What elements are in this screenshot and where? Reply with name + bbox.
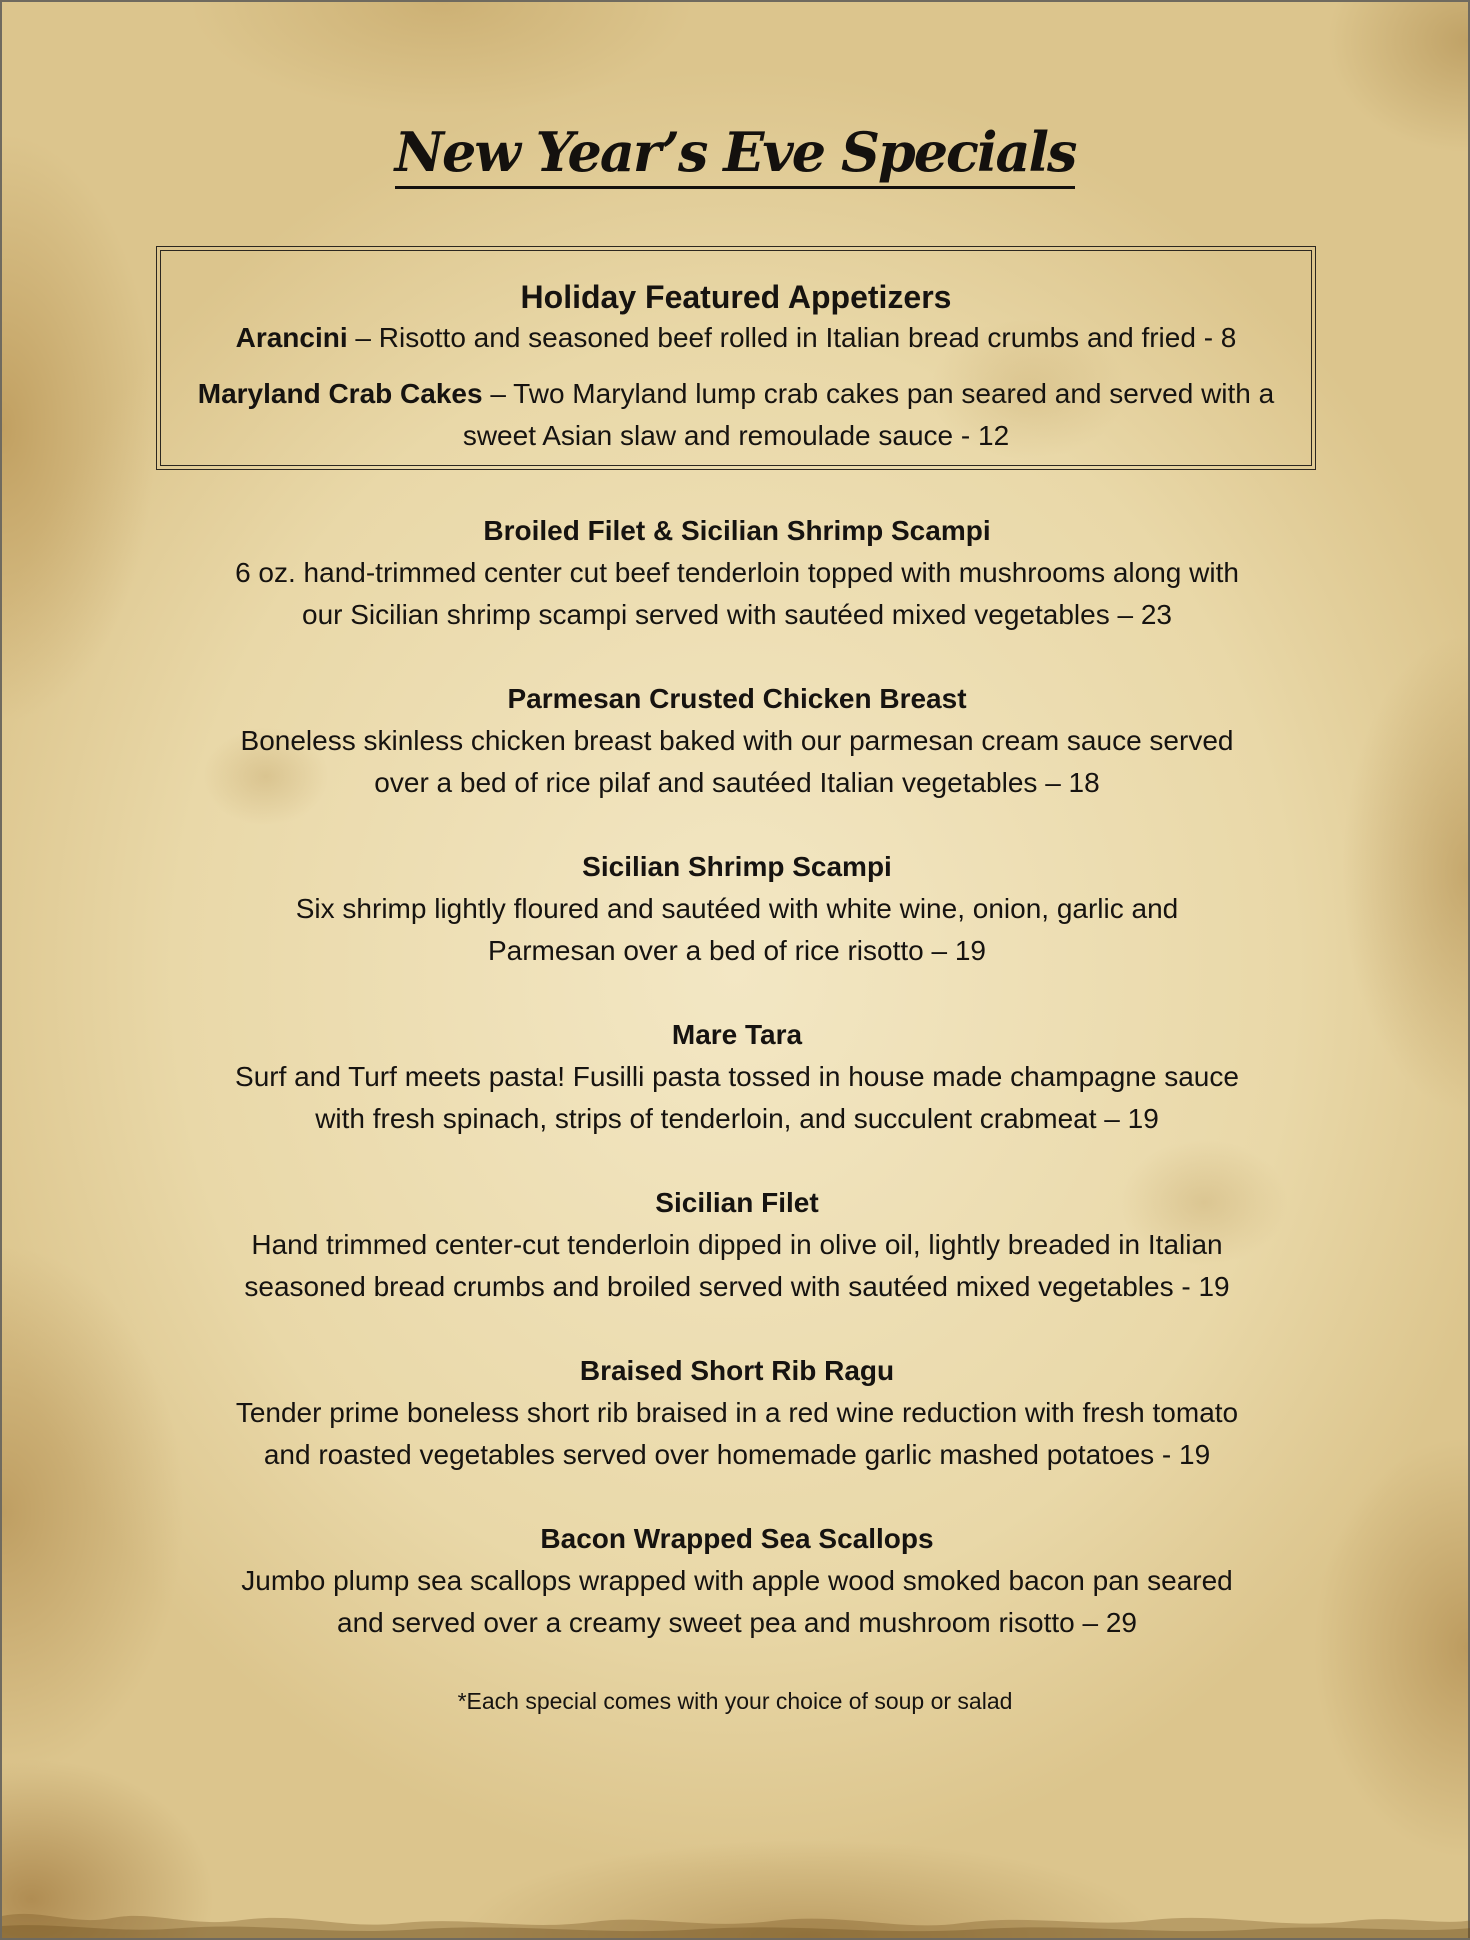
special-item <box>152 1350 1322 1476</box>
special-name: Braised Short Rib Ragu <box>579 1355 895 1386</box>
special-desc-line: Tender prime boneless short rib braised in a red wine reduction with fresh tomato <box>235 1397 1239 1428</box>
special-name: Mare Tara <box>671 1019 803 1050</box>
special-item <box>152 1518 1322 1644</box>
special-desc-line: Six shrimp lightly floured and sautéed with white wine, onion, garlic and <box>295 893 1179 924</box>
special-name: Sicilian Shrimp Scampi <box>582 851 892 882</box>
appetizer-item <box>157 317 1315 359</box>
special-desc-line: Boneless skinless chicken breast baked with our parmesan cream sauce served <box>240 725 1234 756</box>
special-item <box>152 510 1322 636</box>
special-desc-line: 6 oz. hand-trimmed center cut beef tenderloin topped with mushrooms along with <box>235 557 1239 588</box>
torn-paper-edge <box>2 1868 1470 1938</box>
special-desc-line: Surf and Turf meets pasta! Fusilli pasta tossed in house made champagne sauce <box>235 1061 1239 1092</box>
special-item <box>152 1014 1322 1140</box>
special-desc-line: and served over a creamy sweet pea and mushroom risotto – 29 <box>337 1607 1137 1638</box>
specials-list <box>152 510 1322 1686</box>
appetizer-name: Maryland Crab Cakes <box>197 378 483 409</box>
appetizer-name: Arancini <box>235 322 348 353</box>
special-desc-line: with fresh spinach, strips of tenderloin, and succulent crabmeat – 19 <box>315 1103 1159 1134</box>
special-name: Bacon Wrapped Sea Scallops <box>540 1523 934 1554</box>
special-desc-line: Parmesan over a bed of rice risotto – 19 <box>487 935 987 966</box>
special-desc-line: our Sicilian shrimp scampi served with sautéed mixed vegetables – 23 <box>302 599 1172 630</box>
special-item <box>152 678 1322 804</box>
appetizers-heading: Holiday Featured Appetizers <box>520 279 952 315</box>
special-name: Broiled Filet & Sicilian Shrimp Scampi <box>483 515 991 546</box>
special-name: Parmesan Crusted Chicken Breast <box>507 683 967 714</box>
page-title-text: New Year’s Eve Specials <box>395 120 1076 189</box>
special-name: Sicilian Filet <box>655 1187 819 1218</box>
special-desc-line: and roasted vegetables served over homemade garlic mashed potatoes - 19 <box>263 1439 1211 1470</box>
appetizer-item <box>157 373 1315 457</box>
special-desc-line: over a bed of rice pilaf and sautéed Italian vegetables – 18 <box>374 767 1100 798</box>
appetizer-desc: – Two Maryland lump crab cakes pan seared and served with a sweet Asian slaw and remoulade sauce - 12 <box>462 378 1275 451</box>
appetizer-desc: – Risotto and seasoned beef rolled in Italian bread crumbs and fried - 8 <box>347 322 1237 353</box>
special-item <box>152 1182 1322 1308</box>
appetizers-box <box>156 246 1316 470</box>
special-item <box>152 846 1322 972</box>
special-desc-line: seasoned bread crumbs and broiled served with sautéed mixed vegetables - 19 <box>244 1271 1230 1302</box>
special-desc-line: Jumbo plump sea scallops wrapped with apple wood smoked bacon pan seared <box>241 1565 1233 1596</box>
page-title <box>2 120 1468 184</box>
footnote: *Each special comes with your choice of soup or salad <box>457 1688 1013 1714</box>
special-desc-line: Hand trimmed center-cut tenderloin dipped in olive oil, lightly breaded in Italian <box>251 1229 1223 1260</box>
